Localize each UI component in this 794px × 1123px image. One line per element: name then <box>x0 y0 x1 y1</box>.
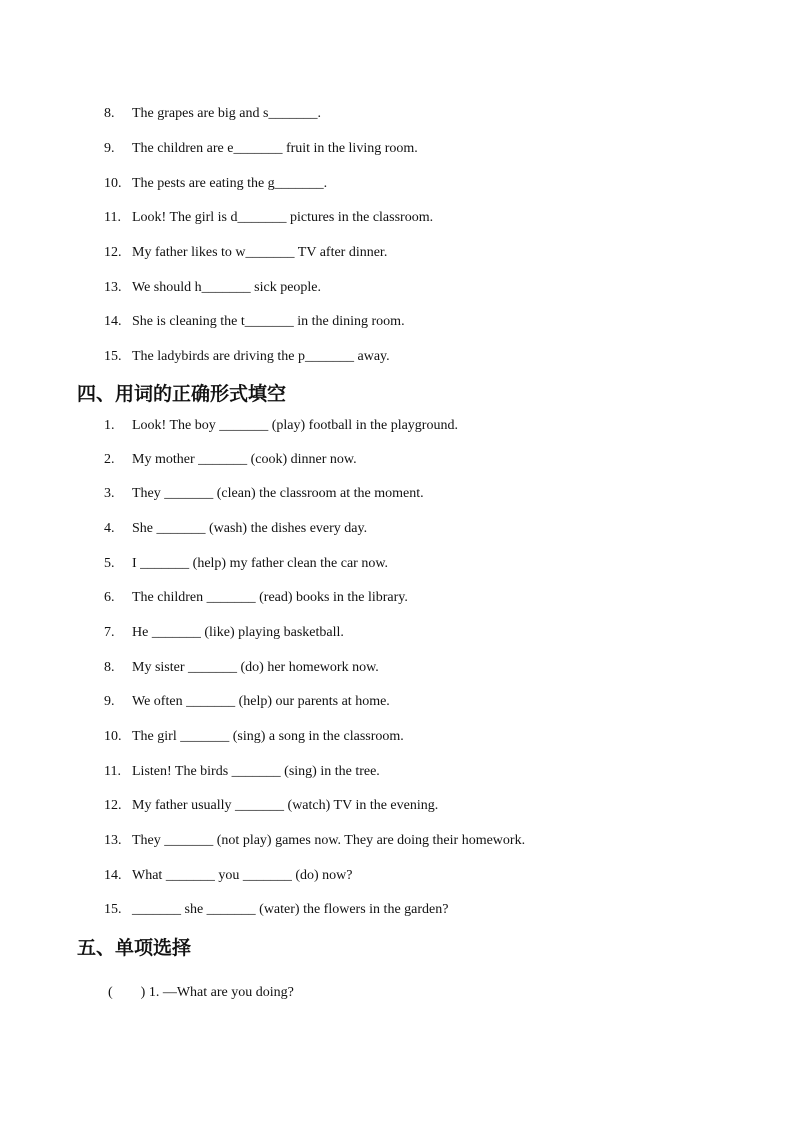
item-number: 10. <box>104 729 122 744</box>
item-text: They _______ (clean) the classroom at the moment. <box>132 486 424 501</box>
item-number: 8. <box>104 106 115 121</box>
item-text: The ladybirds are driving the p_______ away. <box>132 349 390 364</box>
item-text: The girl _______ (sing) a song in the classroom. <box>132 729 404 744</box>
item-number: 14. <box>104 314 122 329</box>
item-number: 3. <box>104 486 115 501</box>
item-number: 13. <box>104 833 122 848</box>
item-text: My father likes to w_______ TV after dinner. <box>132 245 388 260</box>
item-text: My father usually _______ (watch) TV in the evening. <box>132 798 439 813</box>
item-number: 2. <box>104 452 115 467</box>
item-text: She is cleaning the t_______ in the dining room. <box>132 314 405 329</box>
item-text: Listen! The birds _______ (sing) in the tree. <box>132 764 380 779</box>
item-number: 7. <box>104 625 115 640</box>
item-text: My mother _______ (cook) dinner now. <box>132 452 357 467</box>
item-text: My sister _______ (do) her homework now. <box>132 660 379 675</box>
item-number: 8. <box>104 660 115 675</box>
section4-heading: 四、用词的正确形式填空 <box>77 383 287 405</box>
item-text: The children _______ (read) books in the library. <box>132 590 408 605</box>
item-text: She _______ (wash) the dishes every day. <box>132 521 368 536</box>
item-number: 9. <box>104 141 115 156</box>
item-number: 4. <box>104 521 115 536</box>
item-number: 15. <box>104 349 122 364</box>
item-number: 12. <box>104 798 122 813</box>
item-text: What _______ you _______ (do) now? <box>132 868 353 883</box>
item-text: We should h_______ sick people. <box>132 280 322 295</box>
item-text: He _______ (like) playing basketball. <box>132 625 344 640</box>
item-number: 5. <box>104 556 115 571</box>
item-text: Look! The girl is d_______ pictures in the classroom. <box>132 210 434 225</box>
item-text: The pests are eating the g_______. <box>132 176 328 191</box>
item-text: We often _______ (help) our parents at home. <box>132 694 390 709</box>
item-number: 6. <box>104 590 115 605</box>
item-number: 1. <box>104 418 115 433</box>
item-number: 10. <box>104 176 122 191</box>
section5-heading: 五、单项选择 <box>77 937 192 959</box>
item-text: They _______ (not play) games now. They are doing their homework. <box>132 833 526 848</box>
item-number: 11. <box>104 764 121 779</box>
item-text: _______ she _______ (water) the flowers in the garden? <box>132 902 449 917</box>
item-text: I _______ (help) my father clean the car now. <box>132 556 389 571</box>
item-text: Look! The boy _______ (play) football in the playground. <box>132 418 458 433</box>
item-number: 13. <box>104 280 122 295</box>
section5-item-1: ( ) 1. —What are you doing? <box>108 985 294 1000</box>
item-text: The grapes are big and s_______. <box>132 106 321 121</box>
item-number: 14. <box>104 868 122 883</box>
item-text: The children are e_______ fruit in the living room. <box>132 141 418 156</box>
item-number: 11. <box>104 210 121 225</box>
item-number: 12. <box>104 245 122 260</box>
item-number: 9. <box>104 694 115 709</box>
item-number: 15. <box>104 902 122 917</box>
